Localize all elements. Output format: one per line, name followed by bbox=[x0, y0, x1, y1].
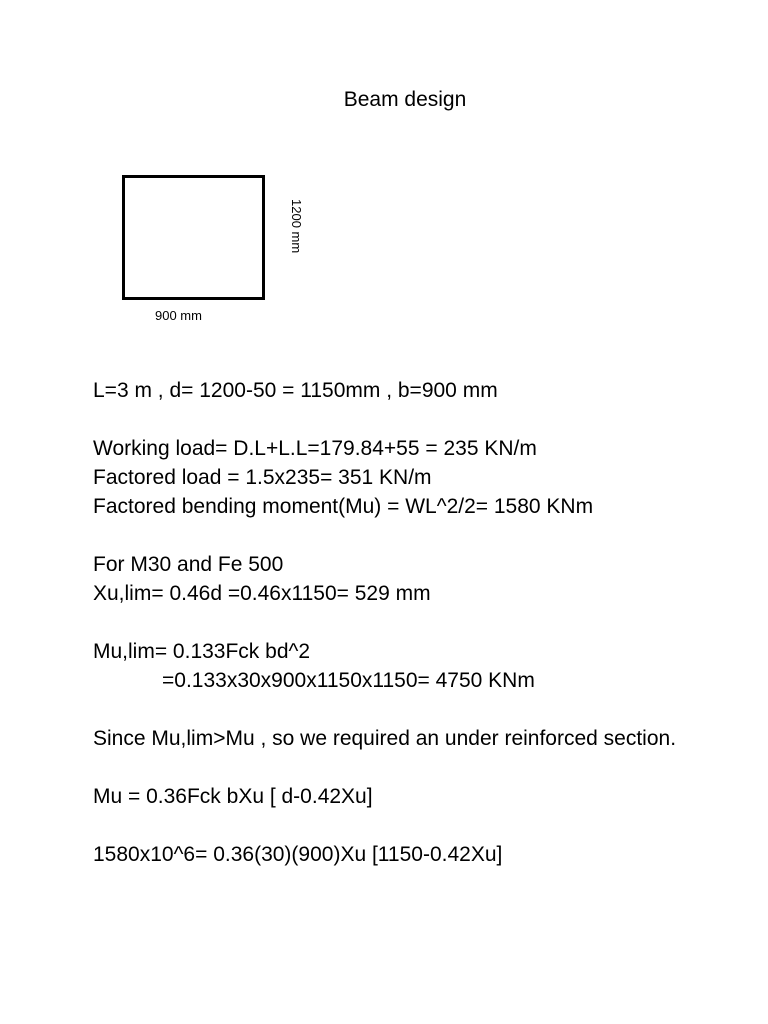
beam-cross-section bbox=[122, 175, 265, 300]
beam-depth-label: 1200 mm bbox=[289, 199, 304, 254]
bending-moment-line: Factored bending moment(Mu) = WL^2/2= 1580 KNm bbox=[93, 495, 594, 518]
xu-equation-line: 1580x10^6= 0.36(30)(900)Xu [1150-0.42Xu] bbox=[93, 843, 503, 866]
dimensions-line: L=3 m , d= 1200-50 = 1150mm , b=900 mm bbox=[93, 379, 498, 402]
working-load-line: Working load= D.L+L.L=179.84+55 = 235 KN/m bbox=[93, 437, 537, 460]
page-title: Beam design bbox=[343, 88, 467, 111]
factored-load-line: Factored load = 1.5x235= 351 KN/m bbox=[93, 466, 432, 489]
material-grade-line: For M30 and Fe 500 bbox=[93, 553, 284, 576]
comparison-line: Since Mu,lim>Mu , so we required an under reinforced section. bbox=[93, 727, 677, 750]
beam-width-label: 900 mm bbox=[155, 308, 202, 323]
xu-lim-line: Xu,lim= 0.46d =0.46x1150= 529 mm bbox=[93, 582, 431, 605]
mu-lim-formula-line: Mu,lim= 0.133Fck bd^2 bbox=[93, 640, 311, 663]
mu-lim-value-line: =0.133x30x900x1150x1150= 4750 KNm bbox=[162, 669, 535, 692]
mu-equation-line: Mu = 0.36Fck bXu [ d-0.42Xu] bbox=[93, 785, 373, 808]
calculation-body bbox=[93, 376, 733, 869]
